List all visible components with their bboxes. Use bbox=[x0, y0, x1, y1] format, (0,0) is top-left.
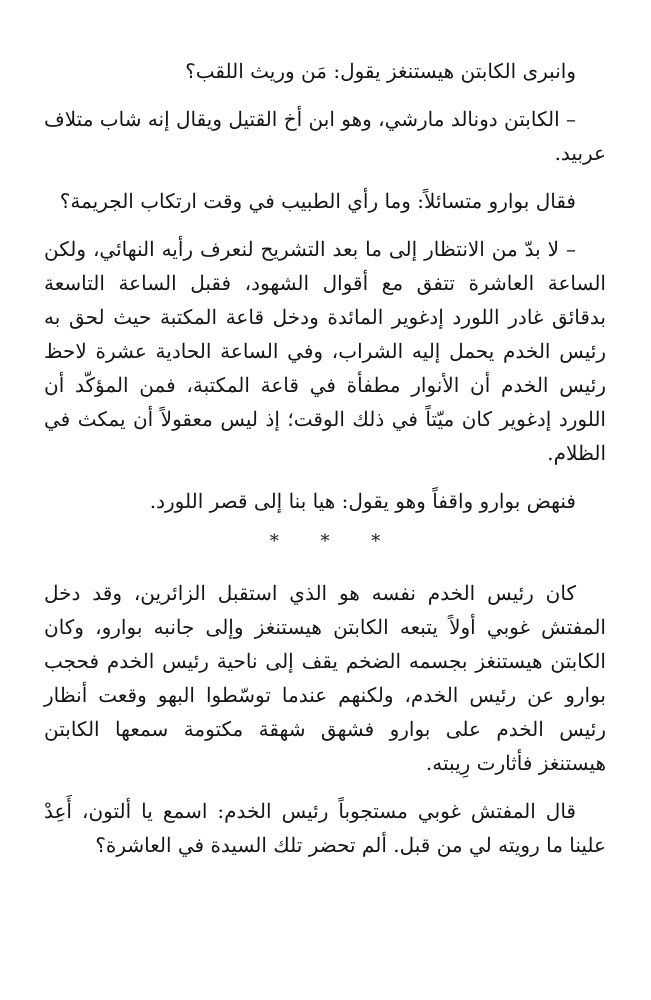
paragraph: – الكابتن دونالد مارشي، وهو ابن أخ القتيل ويقال إنه شاب متلاف عربيد. bbox=[44, 107, 606, 165]
paragraph: وانبرى الكابتن هيستنغز يقول: مَن وريث اللقب؟ bbox=[185, 59, 576, 83]
paragraph: كان رئيس الخدم نفسه هو الذي استقبل الزائرين، وقد دخل المفتش غوبي أولاً يتبعه الكابتن هيستنغز وإلى جانبه بوارو، وكان الكابتن هيستنغز بجسمه الضخم يقف إلى ناحية رئيس الخدم فحجب بوارو عن رئيس الخدم، ولكنهم عندما توسّطوا البهو وقعت أنظار رئيس الخدم على بوارو فشهق شهقة مكتومة سمعها الكابتن هيستنغز فأثارت رِيبته. bbox=[44, 581, 606, 775]
paragraph: قال المفتش غوبي مستجوباً رئيس الخدم: اسمع يا ألتون، أَعِدْ علينا ما رويته لي من قبل. ألم تحضر تلك السيدة في العاشرة؟ bbox=[44, 799, 606, 857]
paragraph: فقال بوارو متسائلاً: وما رأي الطبيب في وقت ارتكاب الجريمة؟ bbox=[59, 189, 576, 213]
section-separator: * * * bbox=[269, 531, 399, 552]
book-page bbox=[44, 54, 606, 876]
paragraph: – لا بدّ من الانتظار إلى ما بعد التشريح لنعرف رأيه النهائي، ولكن الساعة العاشرة تتفق مع أقوال الشهود، فقبل الساعة التاسعة بدقائق غادر اللورد إدغوير المائدة ودخل قاعة المكتبة حيث لحق به رئيس الخدم يحمل إليه الشراب، وفي الساعة الحادية عشرة لاحظ رئيس الخدم أن الأنوار مطفأة في قاعة المكتبة، فمن المؤكّد أن اللورد إدغوير كان ميّتاً في ذلك الوقت؛ إذ ليس معقولاً أن يمكث في الظلام. bbox=[44, 237, 606, 465]
paragraph: فنهض بوارو واقفاً وهو يقول: هيا بنا إلى قصر اللورد. bbox=[149, 489, 576, 513]
